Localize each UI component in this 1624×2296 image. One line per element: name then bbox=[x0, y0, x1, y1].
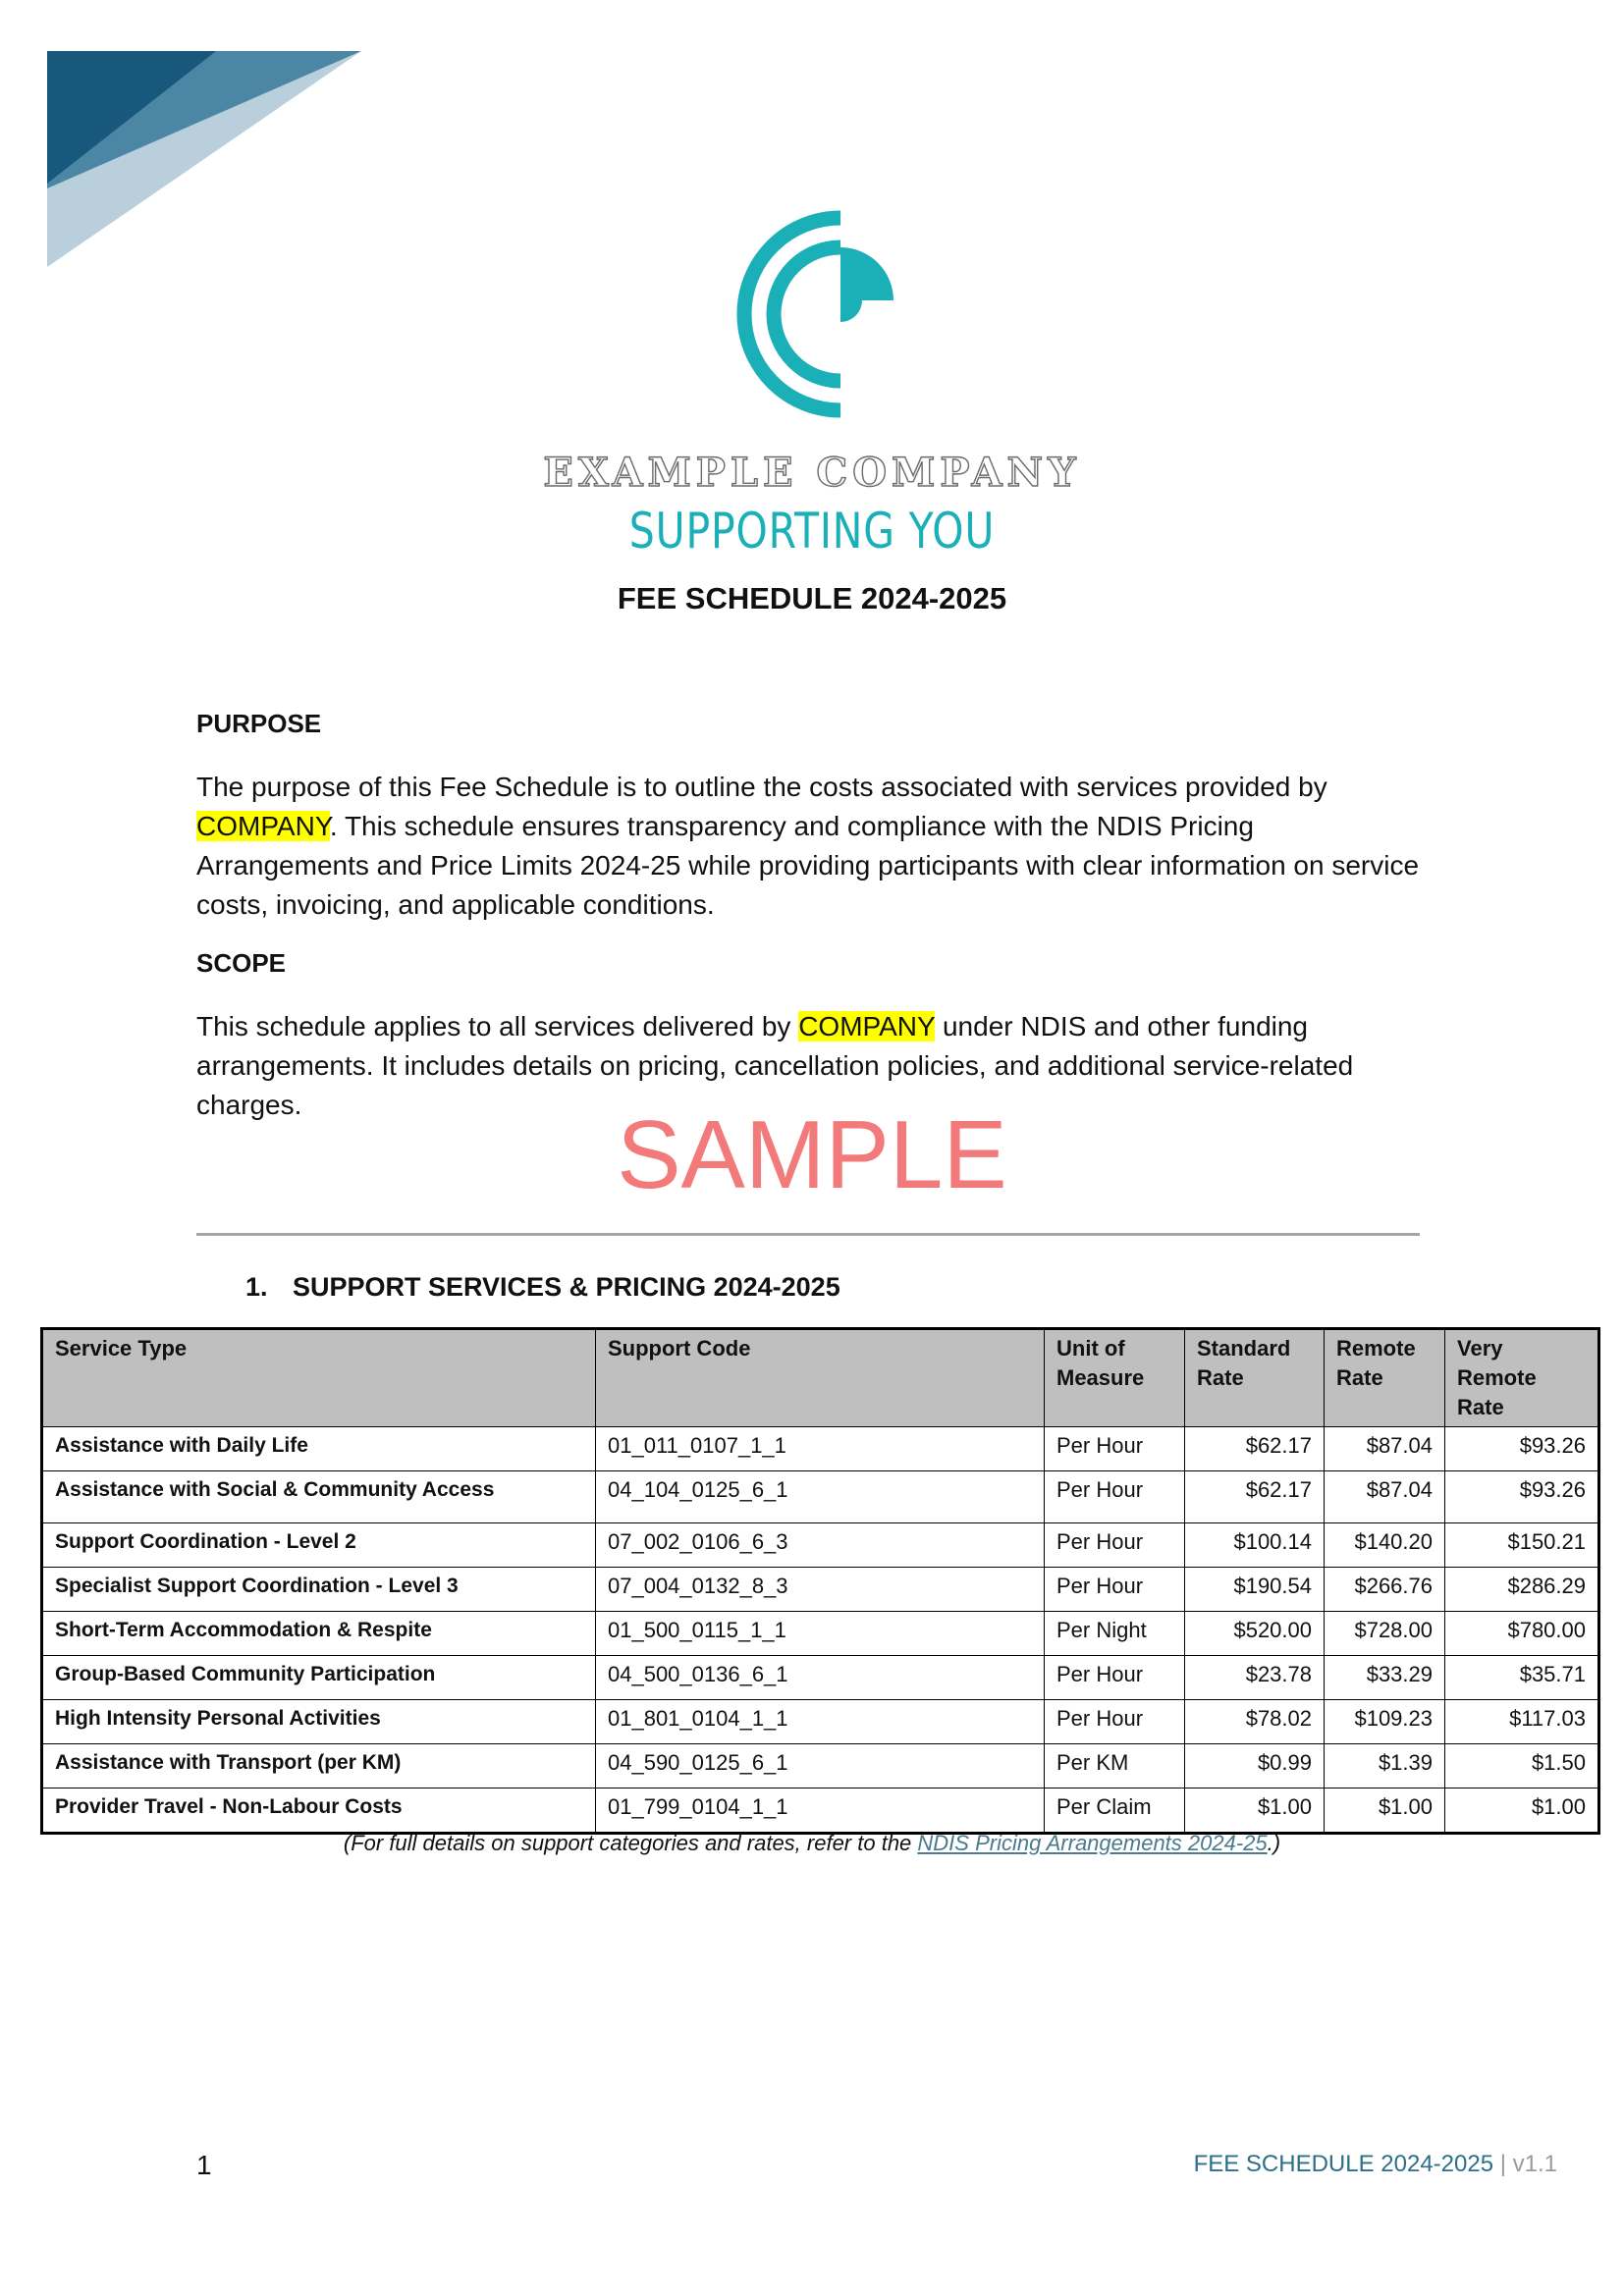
footer-separator: | bbox=[1493, 2151, 1513, 2177]
service-type-cell: Group-Based Community Participation bbox=[42, 1656, 596, 1700]
support-code-cell: 04_104_0125_6_1 bbox=[596, 1471, 1045, 1523]
support-code-cell: 01_500_0115_1_1 bbox=[596, 1612, 1045, 1656]
service-type-cell: Short-Term Accommodation & Respite bbox=[42, 1612, 596, 1656]
rate-cell: $78.02 bbox=[1185, 1700, 1325, 1744]
unit-cell: Per KM bbox=[1045, 1744, 1185, 1789]
page-number: 1 bbox=[196, 2150, 212, 2180]
unit-cell: Per Hour bbox=[1045, 1700, 1185, 1744]
note-text-end: .) bbox=[1267, 1831, 1281, 1855]
scope-text-start: This schedule applies to all services delivered by bbox=[196, 1011, 799, 1041]
rate-cell: $140.20 bbox=[1325, 1523, 1445, 1568]
column-header: Unit of Measure bbox=[1045, 1329, 1185, 1427]
company-tagline: SUPPORTING YOU bbox=[628, 503, 996, 560]
corner-decoration bbox=[47, 51, 361, 267]
table-row bbox=[42, 1612, 1599, 1656]
support-code-cell: 07_004_0132_8_3 bbox=[596, 1568, 1045, 1612]
unit-cell: Per Claim bbox=[1045, 1789, 1185, 1834]
column-header: Standard Rate bbox=[1185, 1329, 1325, 1427]
rate-cell: $286.29 bbox=[1445, 1568, 1599, 1612]
rate-cell: $117.03 bbox=[1445, 1700, 1599, 1744]
table-row bbox=[42, 1471, 1599, 1523]
support-code-cell: 07_002_0106_6_3 bbox=[596, 1523, 1045, 1568]
table-note bbox=[0, 1831, 1624, 1856]
rate-cell: $1.00 bbox=[1325, 1789, 1445, 1834]
table-row bbox=[42, 1744, 1599, 1789]
rate-cell: $1.39 bbox=[1325, 1744, 1445, 1789]
ndis-pricing-link[interactable]: NDIS Pricing Arrangements 2024-25 bbox=[917, 1831, 1268, 1855]
purpose-text-start: The purpose of this Fee Schedule is to outline the costs associated with services provided by bbox=[196, 772, 1327, 802]
service-type-cell: High Intensity Personal Activities bbox=[42, 1700, 596, 1744]
rate-cell: $100.14 bbox=[1185, 1523, 1325, 1568]
table-row bbox=[42, 1700, 1599, 1744]
company-placeholder: COMPANY bbox=[798, 1011, 936, 1041]
section-title: SUPPORT SERVICES & PRICING 2024-2025 bbox=[293, 1272, 840, 1302]
rate-cell: $33.29 bbox=[1325, 1656, 1445, 1700]
column-header: Remote Rate bbox=[1325, 1329, 1445, 1427]
rate-cell: $1.00 bbox=[1185, 1789, 1325, 1834]
service-type-cell: Assistance with Transport (per KM) bbox=[42, 1744, 596, 1789]
rate-cell: $520.00 bbox=[1185, 1612, 1325, 1656]
table-row bbox=[42, 1427, 1599, 1471]
unit-cell: Per Hour bbox=[1045, 1523, 1185, 1568]
purpose-heading: PURPOSE bbox=[196, 709, 322, 738]
company-placeholder: COMPANY bbox=[196, 811, 330, 841]
rate-cell: $190.54 bbox=[1185, 1568, 1325, 1612]
rate-cell: $23.78 bbox=[1185, 1656, 1325, 1700]
unit-cell: Per Night bbox=[1045, 1612, 1185, 1656]
column-header: Very Remote Rate bbox=[1445, 1329, 1599, 1427]
scope-heading: SCOPE bbox=[196, 948, 287, 978]
support-code-cell: 04_590_0125_6_1 bbox=[596, 1744, 1045, 1789]
unit-cell: Per Hour bbox=[1045, 1656, 1185, 1700]
footer-version: v1.1 bbox=[1512, 2151, 1557, 2177]
section-number: 1. bbox=[245, 1272, 268, 1302]
purpose-text-end: . This schedule ensures transparency and compliance with the NDIS Pricing Arrangements and Price Limits 2024-25 while providing participants with clear information on service costs, invoicing, and applicable conditions. bbox=[196, 811, 1420, 920]
unit-cell: Per Hour bbox=[1045, 1568, 1185, 1612]
support-code-cell: 01_011_0107_1_1 bbox=[596, 1427, 1045, 1471]
rate-cell: $1.00 bbox=[1445, 1789, 1599, 1834]
column-header: Support Code bbox=[596, 1329, 1045, 1427]
rate-cell: $62.17 bbox=[1185, 1471, 1325, 1523]
company-name: EXAMPLE COMPANY bbox=[543, 450, 1081, 496]
section-heading bbox=[245, 1272, 840, 1303]
service-type-cell: Specialist Support Coordination - Level 3 bbox=[42, 1568, 596, 1612]
table-row bbox=[42, 1568, 1599, 1612]
unit-cell: Per Hour bbox=[1045, 1471, 1185, 1523]
concentric-arcs-logo bbox=[715, 206, 911, 432]
horizontal-divider bbox=[196, 1233, 1420, 1236]
support-code-cell: 01_801_0104_1_1 bbox=[596, 1700, 1045, 1744]
support-code-cell: 04_500_0136_6_1 bbox=[596, 1656, 1045, 1700]
table-row bbox=[42, 1523, 1599, 1568]
rate-cell: $93.26 bbox=[1445, 1471, 1599, 1523]
footer-title bbox=[1194, 2151, 1557, 2178]
rate-cell: $87.04 bbox=[1325, 1427, 1445, 1471]
rate-cell: $266.76 bbox=[1325, 1568, 1445, 1612]
table-row bbox=[42, 1656, 1599, 1700]
table-row bbox=[42, 1789, 1599, 1834]
support-code-cell: 01_799_0104_1_1 bbox=[596, 1789, 1045, 1834]
rate-cell: $35.71 bbox=[1445, 1656, 1599, 1700]
footer-doc-title: FEE SCHEDULE 2024-2025 bbox=[1193, 2151, 1494, 2177]
rate-cell: $87.04 bbox=[1325, 1471, 1445, 1523]
service-type-cell: Provider Travel - Non-Labour Costs bbox=[42, 1789, 596, 1834]
purpose-paragraph bbox=[196, 768, 1424, 925]
rate-cell: $728.00 bbox=[1325, 1612, 1445, 1656]
note-text-start: (For full details on support categories and rates, refer to the bbox=[343, 1831, 918, 1855]
rate-cell: $780.00 bbox=[1445, 1612, 1599, 1656]
service-type-cell: Support Coordination - Level 2 bbox=[42, 1523, 596, 1568]
column-header: Service Type bbox=[42, 1329, 596, 1427]
fee-table bbox=[40, 1327, 1600, 1835]
rate-cell: $0.99 bbox=[1185, 1744, 1325, 1789]
table-header-row bbox=[42, 1329, 1599, 1427]
unit-cell: Per Hour bbox=[1045, 1427, 1185, 1471]
rate-cell: $109.23 bbox=[1325, 1700, 1445, 1744]
sample-watermark: SAMPLE bbox=[617, 1100, 1007, 1208]
rate-cell: $1.50 bbox=[1445, 1744, 1599, 1789]
scope-text-end: under NDIS and other funding arrangements. It includes details on pricing, cancellation policies, and additional service-related charges. bbox=[196, 1011, 1354, 1120]
document-title: FEE SCHEDULE 2024-2025 bbox=[617, 581, 1007, 615]
rate-cell: $93.26 bbox=[1445, 1427, 1599, 1471]
rate-cell: $62.17 bbox=[1185, 1427, 1325, 1471]
rate-cell: $150.21 bbox=[1445, 1523, 1599, 1568]
service-type-cell: Assistance with Social & Community Access bbox=[42, 1471, 596, 1523]
service-type-cell: Assistance with Daily Life bbox=[42, 1427, 596, 1471]
